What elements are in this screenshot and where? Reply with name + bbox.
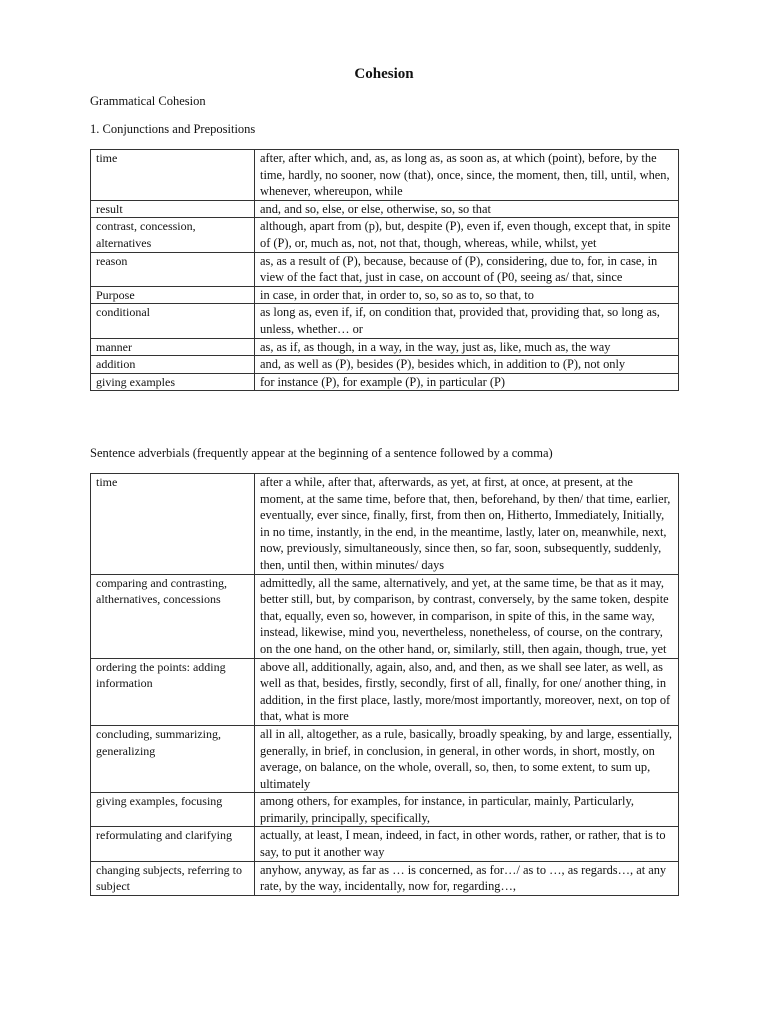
category-cell: manner <box>91 338 255 356</box>
category-cell: comparing and contrasting, althernatives, concessions <box>91 574 255 658</box>
category-cell: giving examples, focusing <box>91 793 255 827</box>
table-row <box>91 150 679 201</box>
conjunctions-table <box>90 149 679 391</box>
table-row <box>91 658 679 725</box>
words-cell: all in all, altogether, as a rule, basically, broadly speaking, by and large, essentially, generally, in brief, in conclusion, in general, in other words, in short, mostly, on average, on balance, on the whole, overall, so, then, to some extent, to sum up, ultimately <box>255 725 679 792</box>
words-cell: and, as well as (P), besides (P), besides which, in addition to (P), not only <box>255 356 679 374</box>
section-heading: Grammatical Cohesion <box>90 94 206 108</box>
words-cell: anyhow, anyway, as far as … is concerned, as for…/ as to …, as regards…, at any rate, by the way, incidentally, now for, regarding…, <box>255 861 679 895</box>
table-row <box>91 304 679 338</box>
category-cell: changing subjects, referring to subject <box>91 861 255 895</box>
adverbials-table <box>90 473 679 896</box>
table-row <box>91 793 679 827</box>
words-cell: as long as, even if, if, on condition that, provided that, providing that, so long as, unless, whether… or <box>255 304 679 338</box>
subsection-heading: 1. Conjunctions and Prepositions <box>90 122 256 136</box>
table-row <box>91 356 679 374</box>
category-cell: ordering the points: adding information <box>91 658 255 725</box>
category-cell: Purpose <box>91 286 255 304</box>
words-cell: as, as a result of (P), because, because of (P), considering, due to, for, in case, in view of the fact that, just in case, on account of (P0, seeing as/ that, since <box>255 252 679 286</box>
table-row <box>91 252 679 286</box>
words-cell: above all, additionally, again, also, and, and then, as we shall see later, as well, as well as that, besides, firstly, secondly, first of all, finally, for one/ another thing, in addition, in the first place, lastly, more/most importantly, moreover, next, on top of that, what is more <box>255 658 679 725</box>
category-cell: reason <box>91 252 255 286</box>
words-cell: in case, in order that, in order to, so, so as to, so that, to <box>255 286 679 304</box>
category-cell: addition <box>91 356 255 374</box>
words-cell: as, as if, as though, in a way, in the way, just as, like, much as, the way <box>255 338 679 356</box>
words-cell: actually, at least, I mean, indeed, in fact, in other words, rather, or rather, that is to say, to put it another way <box>255 827 679 861</box>
table-row <box>91 861 679 895</box>
category-cell: giving examples <box>91 373 255 391</box>
words-cell: for instance (P), for example (P), in particular (P) <box>255 373 679 391</box>
table-row <box>91 474 679 575</box>
table-row <box>91 338 679 356</box>
category-cell: conditional <box>91 304 255 338</box>
category-cell: time <box>91 150 255 201</box>
words-cell: and, and so, else, or else, otherwise, so, so that <box>255 200 679 218</box>
table-row <box>91 373 679 391</box>
words-cell: after a while, after that, afterwards, as yet, at first, at once, at present, at the moment, at the same time, before that, then, beforehand, by then/ that time, earlier, eventually, ever since, finally, first, from then on, Hitherto, Immediately, Initially, in no time, instantly, in the end, in the meantime, lastly, later on, meanwhile, next, now, previously, simultaneously, since then, so far, soon, subsequently, suddenly, then, until then, within minutes/ days <box>255 474 679 575</box>
words-cell: admittedly, all the same, alternatively, and yet, at the same time, be that as it may, better still, but, by comparison, by contrast, conversely, by the same token, despite that, equally, even so, however, in comparison, in spite of this, in the same way, instead, likewise, mind you, nevertheless, nonetheless, of course, on the contrary, on the one hand, on the other hand, or, similarly, still, then again, though, true, yet <box>255 574 679 658</box>
category-cell: time <box>91 474 255 575</box>
words-cell: among others, for examples, for instance, in particular, mainly, Particularly, primarily, principally, specifically, <box>255 793 679 827</box>
words-cell: although, apart from (p), but, despite (P), even if, even though, except that, in spite of (P), or, much as, not, not that, though, whereas, while, whilst, yet <box>255 218 679 252</box>
adverbials-heading: Sentence adverbials (frequently appear at the beginning of a sentence followed by a comma) <box>90 446 553 460</box>
table-row <box>91 200 679 218</box>
table-row <box>91 725 679 792</box>
category-cell: concluding, summarizing, generalizing <box>91 725 255 792</box>
words-cell: after, after which, and, as, as long as, as soon as, at which (point), before, by the time, hardly, no sooner, now (that), once, since, the moment, then, till, until, when, whenever, whereupon, while <box>255 150 679 201</box>
category-cell: contrast, concession, alternatives <box>91 218 255 252</box>
document-title: Cohesion <box>354 66 414 82</box>
table-row <box>91 574 679 658</box>
category-cell: reformulating and clarifying <box>91 827 255 861</box>
table-row <box>91 218 679 252</box>
category-cell: result <box>91 200 255 218</box>
table-row <box>91 286 679 304</box>
table-row <box>91 827 679 861</box>
